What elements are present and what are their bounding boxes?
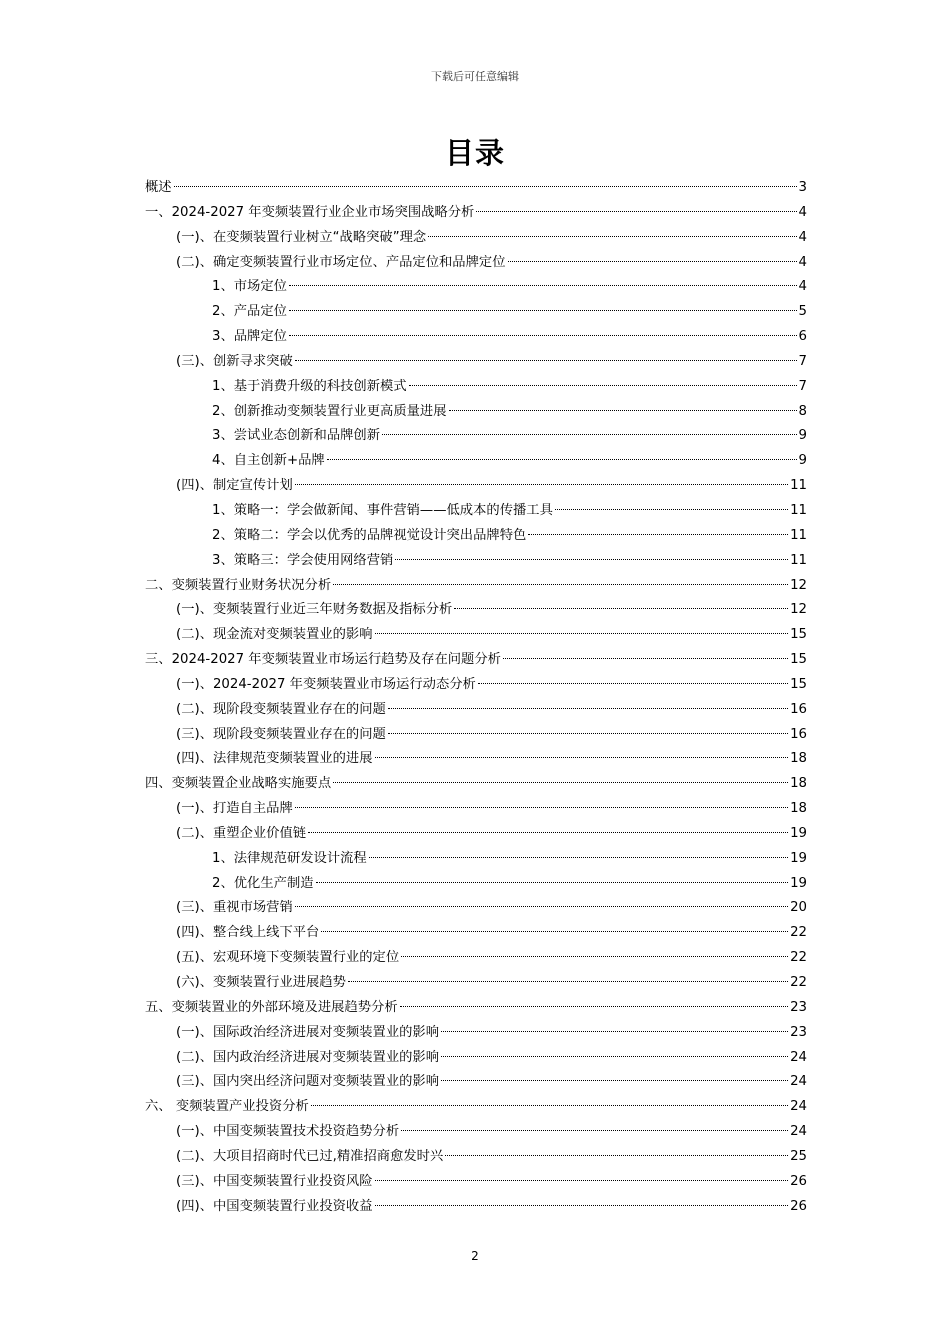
toc-entry[interactable] xyxy=(145,1120,807,1145)
toc-entry-page: 9 xyxy=(798,428,807,444)
toc-entry-page: 24 xyxy=(790,1074,807,1090)
toc-entry-text: (二)、重塑企业价值链 xyxy=(176,825,307,841)
toc-entry-text: 2、创新推动变频装置行业更高质量进展 xyxy=(212,403,447,419)
toc-entry-text: 1、基于消费升级的科技创新模式 xyxy=(212,378,407,394)
toc-entry[interactable] xyxy=(145,946,807,971)
toc-entry-page: 3 xyxy=(798,180,807,195)
toc-dot-leader xyxy=(445,1155,788,1156)
toc-entry-text: 1、策略一：学会做新闻、事件营销——低成本的传播工具 xyxy=(212,502,553,518)
toc-entry-page: 23 xyxy=(790,1024,807,1040)
toc-entry-page: 11 xyxy=(790,502,807,518)
toc-entry-text: (二)、确定变频装置行业市场定位、产品定位和品牌定位 xyxy=(176,254,506,270)
toc-entry-text: 2、产品定位 xyxy=(212,304,287,320)
toc-entry-text: (一)、国际政治经济进展对变频装置业的影响 xyxy=(176,1024,440,1040)
toc-entry[interactable] xyxy=(145,424,807,449)
toc-entry[interactable] xyxy=(145,896,807,921)
toc-dot-leader xyxy=(401,1130,788,1131)
toc-entry-page: 22 xyxy=(790,975,807,990)
toc-entry[interactable] xyxy=(145,549,807,574)
toc-entry[interactable] xyxy=(145,574,807,599)
toc-entry[interactable] xyxy=(145,872,807,897)
toc-entry-page: 25 xyxy=(790,1148,807,1164)
toc-entry-text: (二)、大项目招商时代已过,精准招商愈发时兴 xyxy=(176,1148,444,1164)
toc-entry-page: 22 xyxy=(790,925,807,941)
toc-entry[interactable] xyxy=(145,996,807,1021)
toc-entry-text: (四)、制定宣传计划 xyxy=(176,478,293,494)
toc-entry[interactable] xyxy=(145,400,807,425)
toc-entry-page: 4 xyxy=(798,254,807,270)
toc-dot-leader xyxy=(449,410,797,411)
toc-entry-page: 12 xyxy=(790,577,807,593)
toc-entry[interactable] xyxy=(145,1195,807,1220)
toc-entry[interactable] xyxy=(145,350,807,375)
toc-entry-page: 4 xyxy=(798,279,807,295)
toc-entry-page: 18 xyxy=(790,751,807,767)
toc-entry[interactable] xyxy=(145,1145,807,1170)
toc-dot-leader xyxy=(478,683,788,684)
page-header: 下载后可任意编辑 xyxy=(431,70,519,83)
toc-entry[interactable] xyxy=(145,325,807,350)
toc-entry[interactable] xyxy=(145,921,807,946)
toc-entry-text: (四)、中国变频装置行业投资收益 xyxy=(176,1198,373,1214)
toc-entry-page: 15 xyxy=(790,627,807,643)
toc-dot-leader xyxy=(375,1180,789,1181)
toc-dot-leader xyxy=(409,385,797,386)
toc-entry[interactable] xyxy=(145,971,807,996)
toc-entry[interactable] xyxy=(145,822,807,847)
toc-entry-page: 16 xyxy=(790,701,807,717)
toc-entry-page: 19 xyxy=(790,850,807,866)
toc-dot-leader xyxy=(333,584,788,585)
toc-entry[interactable] xyxy=(145,226,807,251)
toc-entry[interactable] xyxy=(145,673,807,698)
toc-dot-leader xyxy=(454,608,788,609)
toc-entry[interactable] xyxy=(145,847,807,872)
toc-dot-leader xyxy=(375,757,789,758)
toc-entry[interactable] xyxy=(145,1046,807,1071)
toc-dot-leader xyxy=(400,1006,788,1007)
toc-entry-text: 2、策略二：学会以优秀的品牌视觉设计突出品牌特色 xyxy=(212,527,527,543)
toc-entry-text: (一)、变频装置行业近三年财务数据及指标分析 xyxy=(176,602,453,618)
toc-entry-text: (一)、打造自主品牌 xyxy=(176,801,293,817)
toc-entry-text: (三)、中国变频装置行业投资风险 xyxy=(176,1173,373,1189)
toc-entry[interactable] xyxy=(145,449,807,474)
toc-entry[interactable] xyxy=(145,698,807,723)
toc-entry-page: 11 xyxy=(790,527,807,543)
toc-entry-text: 六、 变频装置产业投资分析 xyxy=(145,1099,309,1115)
toc-entry[interactable] xyxy=(145,275,807,300)
toc-entry[interactable] xyxy=(145,747,807,772)
toc-entry-page: 9 xyxy=(798,453,807,469)
toc-dot-leader xyxy=(401,956,788,957)
toc-dot-leader xyxy=(476,211,796,212)
toc-entry-text: 3、尝试业态创新和品牌创新 xyxy=(212,428,381,444)
toc-entry-text: 三、2024-2027 年变频装置业市场运行趋势及存在问题分析 xyxy=(145,652,501,668)
toc-dot-leader xyxy=(441,1031,788,1032)
toc-dot-leader xyxy=(369,857,788,858)
toc-entry-page: 19 xyxy=(790,875,807,891)
toc-entry[interactable] xyxy=(145,251,807,276)
toc-entry-text: (四)、整合线上线下平台 xyxy=(176,925,320,941)
toc-entry-page: 15 xyxy=(790,652,807,668)
toc-entry[interactable] xyxy=(145,474,807,499)
toc-entry[interactable] xyxy=(145,772,807,797)
toc-entry-page: 19 xyxy=(790,825,807,841)
toc-entry[interactable] xyxy=(145,176,807,201)
toc-entry-text: 3、策略三：学会使用网络营销 xyxy=(212,552,394,568)
toc-dot-leader xyxy=(295,360,797,361)
toc-entry-text: 概述 xyxy=(145,180,172,195)
toc-entry-text: 3、品牌定位 xyxy=(212,329,287,345)
toc-entry-page: 23 xyxy=(790,999,807,1015)
toc-entry-page: 11 xyxy=(790,478,807,494)
page-number: 2 xyxy=(471,1249,479,1263)
toc-entry[interactable] xyxy=(145,375,807,400)
toc-dot-leader xyxy=(295,807,788,808)
toc-entry-page: 26 xyxy=(790,1198,807,1214)
toc-entry-page: 24 xyxy=(790,1049,807,1065)
toc-entry[interactable] xyxy=(145,723,807,748)
toc-entry-page: 12 xyxy=(790,602,807,618)
toc-dot-leader xyxy=(375,633,789,634)
toc-entry-text: 1、法律规范研发设计流程 xyxy=(212,850,367,866)
toc-dot-leader xyxy=(388,708,788,709)
toc-entry-page: 16 xyxy=(790,726,807,742)
toc-entry-text: (五)、宏观环境下变频装置行业的定位 xyxy=(176,950,400,966)
toc-entry-text: (二)、现金流对变频装置业的影响 xyxy=(176,627,373,643)
toc-dot-leader xyxy=(441,1056,788,1057)
toc-dot-leader xyxy=(308,832,788,833)
toc-entry-text: (六)、变频装置行业进展趋势 xyxy=(176,975,346,990)
toc-entry[interactable] xyxy=(145,201,807,226)
toc-dot-leader xyxy=(348,981,788,982)
table-of-contents xyxy=(145,176,807,1219)
toc-entry-page: 11 xyxy=(790,552,807,568)
toc-entry-page: 8 xyxy=(798,403,807,419)
toc-title: 目录 xyxy=(444,136,505,170)
toc-entry-text: 1、市场定位 xyxy=(212,279,287,295)
toc-dot-leader xyxy=(316,882,789,883)
toc-entry[interactable] xyxy=(145,499,807,524)
toc-entry-page: 24 xyxy=(790,1124,807,1140)
toc-entry-text: 二、变频装置行业财务状况分析 xyxy=(145,577,332,593)
toc-entry-page: 26 xyxy=(790,1173,807,1189)
toc-dot-leader xyxy=(289,310,797,311)
toc-entry-text: (一)、2024-2027 年变频装置业市场运行动态分析 xyxy=(176,676,476,692)
toc-entry-page: 18 xyxy=(790,801,807,817)
toc-dot-leader xyxy=(333,782,788,783)
toc-entry-text: 一、2024-2027 年变频装置行业企业市场突围战略分析 xyxy=(145,204,475,220)
toc-dot-leader xyxy=(382,434,797,435)
toc-entry-text: (一)、中国变频装置技术投资趋势分析 xyxy=(176,1124,400,1140)
toc-entry-page: 5 xyxy=(798,304,807,320)
toc-dot-leader xyxy=(428,236,796,237)
toc-entry-page: 6 xyxy=(798,329,807,345)
toc-entry[interactable] xyxy=(145,623,807,648)
toc-entry-page: 15 xyxy=(790,676,807,692)
toc-dot-leader xyxy=(327,459,797,460)
toc-entry[interactable] xyxy=(145,1095,807,1120)
toc-entry[interactable] xyxy=(145,1070,807,1095)
toc-entry-page: 18 xyxy=(790,776,807,792)
toc-entry-page: 7 xyxy=(798,378,807,394)
toc-entry-page: 7 xyxy=(798,353,807,369)
toc-entry-page: 20 xyxy=(790,900,807,916)
toc-dot-leader xyxy=(555,509,788,510)
toc-entry-page: 4 xyxy=(798,229,807,245)
toc-entry-text: 2、优化生产制造 xyxy=(212,875,314,891)
toc-entry-text: (二)、国内政治经济进展对变频装置业的影响 xyxy=(176,1049,440,1065)
toc-entry-page: 4 xyxy=(798,204,807,220)
toc-entry[interactable] xyxy=(145,648,807,673)
toc-dot-leader xyxy=(395,559,788,560)
toc-entry-page: 22 xyxy=(790,950,807,966)
toc-entry[interactable] xyxy=(145,797,807,822)
toc-dot-leader xyxy=(295,484,788,485)
toc-entry-page: 24 xyxy=(790,1099,807,1115)
toc-dot-leader xyxy=(289,335,797,336)
toc-dot-leader xyxy=(508,261,797,262)
toc-entry[interactable] xyxy=(145,1021,807,1046)
toc-dot-leader xyxy=(295,906,788,907)
toc-dot-leader xyxy=(375,1205,789,1206)
toc-entry-text: 四、变频装置企业战略实施要点 xyxy=(145,776,332,792)
toc-entry-text: (一)、在变频装置行业树立“战略突破”理念 xyxy=(176,229,427,245)
toc-entry[interactable] xyxy=(145,1170,807,1195)
toc-dot-leader xyxy=(388,733,788,734)
toc-dot-leader xyxy=(174,186,797,187)
toc-entry-text: (二)、现阶段变频装置业存在的问题 xyxy=(176,701,386,717)
toc-entry-text: 五、变频装置业的外部环境及进展趋势分析 xyxy=(145,999,398,1015)
toc-dot-leader xyxy=(321,931,788,932)
toc-entry-text: (三)、国内突出经济问题对变频装置业的影响 xyxy=(176,1074,440,1090)
toc-entry-text: (三)、创新寻求突破 xyxy=(176,353,293,369)
toc-entry-text: (三)、现阶段变频装置业存在的问题 xyxy=(176,726,386,742)
toc-entry-text: 4、自主创新+品牌 xyxy=(212,453,325,469)
toc-dot-leader xyxy=(441,1080,788,1081)
toc-dot-leader xyxy=(311,1105,788,1106)
toc-dot-leader xyxy=(528,534,788,535)
toc-entry[interactable] xyxy=(145,598,807,623)
toc-dot-leader xyxy=(503,658,788,659)
toc-dot-leader xyxy=(289,285,797,286)
toc-entry-text: (四)、法律规范变频装置业的进展 xyxy=(176,751,373,767)
toc-entry-text: (三)、重视市场营销 xyxy=(176,900,293,916)
toc-entry[interactable] xyxy=(145,524,807,549)
toc-entry[interactable] xyxy=(145,300,807,325)
